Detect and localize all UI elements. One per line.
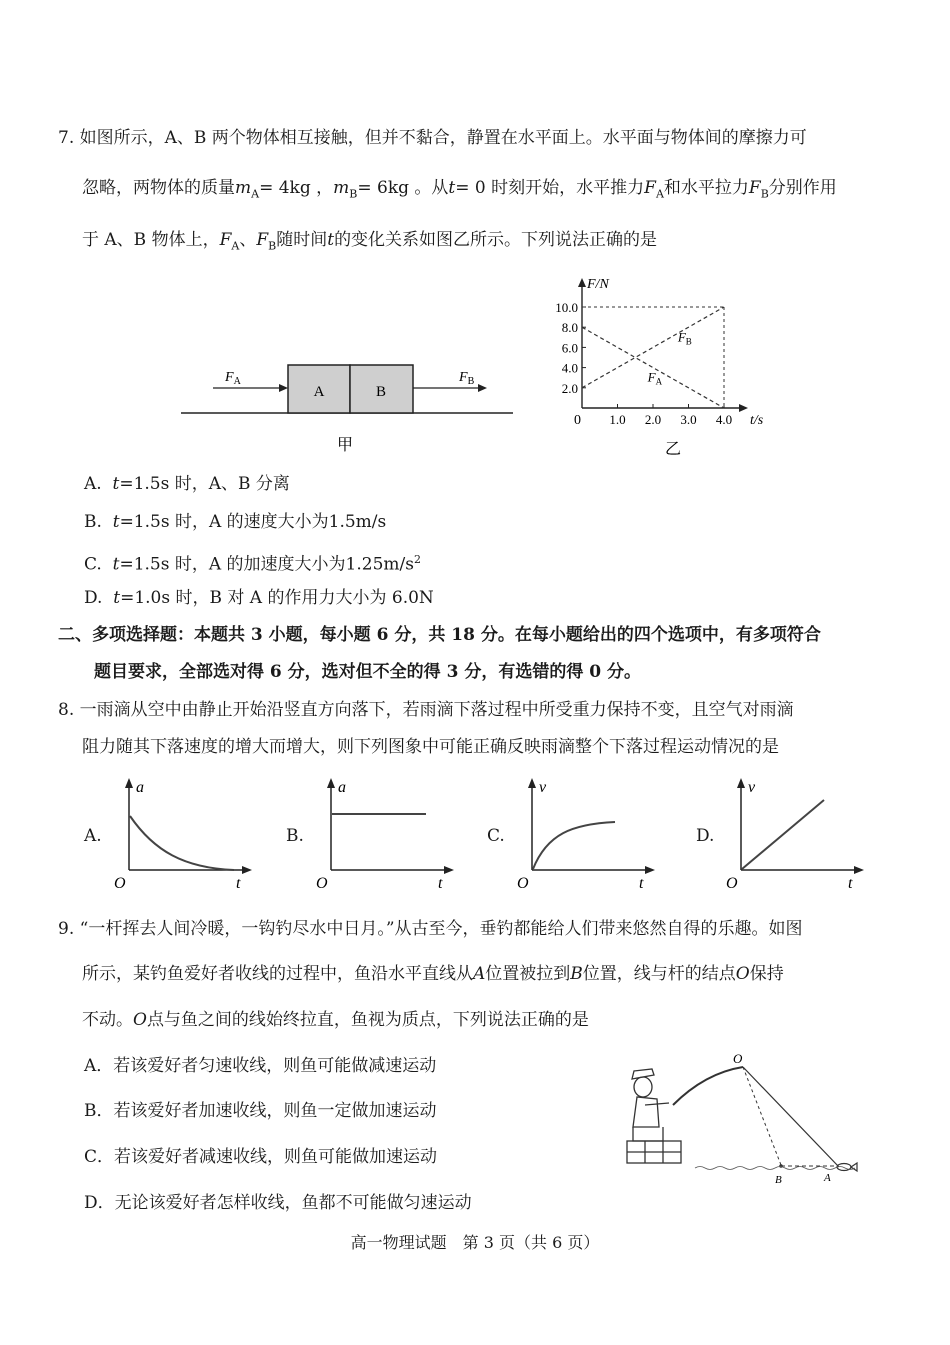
q8-graph-b-svg xyxy=(316,776,456,894)
q7-option-c: C. t=1.5s 时，A 的加速度大小为$1.25m/s^2$ xyxy=(84,553,421,575)
x-label: t xyxy=(438,875,443,892)
x-tick-label: 1.0 xyxy=(609,412,626,427)
x-axis-label: t/s xyxy=(750,413,764,428)
curve-c xyxy=(533,822,615,869)
y-axis-label: F/N xyxy=(587,277,609,292)
q9-line-2: 所示，某钓鱼爱好者收线的过程中，鱼沿水平直线从A位置被拉到B位置，线与杆的结点O保持 xyxy=(82,964,784,984)
q8-graph-a-svg xyxy=(114,776,254,894)
x-tick-label: 2.0 xyxy=(644,412,662,427)
y-tick-label: 2.0 xyxy=(561,380,578,396)
series-fb-label: $F_B$ xyxy=(677,329,692,347)
arrow xyxy=(125,778,133,788)
y-tick-label: 6.0 xyxy=(561,340,578,356)
arrow xyxy=(444,866,454,874)
x-axis-arrow xyxy=(739,404,748,412)
section2-line-2: 题目要求，全部选对得 6 分，选对但不全的得 3 分，有选错的得 0 分。 xyxy=(94,662,641,682)
q7-line-1: 7. 如图所示，A、B 两个物体相互接触，但并不黏合，静置在水平面上。水平面与物体间的摩擦力可 xyxy=(58,128,807,148)
arrow xyxy=(854,866,864,874)
fishing-rod xyxy=(673,1067,743,1105)
fa-arrow-head xyxy=(279,384,288,392)
q7-line-2: 忽略，两物体的质量$m_A= 4kg$ ，$m_B= 6kg$ 。从t= 0 时刻开始，水平推力$F_A$和水平拉力$F_B$分别作用 xyxy=(82,178,837,201)
fisherman-icon xyxy=(627,1069,681,1163)
q7-option-d: D. t=1.0s 时，B 对 A 的作用力大小为 6.0N xyxy=(84,588,434,608)
caption-yi: 乙 xyxy=(664,441,682,458)
origin-label: O xyxy=(316,875,328,892)
block-a-label: A xyxy=(313,384,325,400)
q8-line-1: 8. 一雨滴从空中由静止开始沿竖直方向落下，若雨滴下落过程中所受重力保持不变，且空气对雨滴 xyxy=(58,700,794,720)
q9-line-1: 9. “一杆挥去人间冷暖，一钩钓尽水中日月。”从古至今，垂钓都能给人们带来悠然自得的乐趣。如图 xyxy=(58,919,803,939)
q7-line-3: 于 A、B 物体上，$F_A$、$F_B$随时间t的变化关系如图乙所示。下列说法正确的是 xyxy=(82,230,658,253)
x-tick-label: 3.0 xyxy=(680,412,697,427)
y-tick-label: 10.0 xyxy=(555,300,578,315)
q8-graph-b-label: B. xyxy=(286,826,304,846)
fb-arrow-head xyxy=(478,384,487,392)
fishing-line-to-a xyxy=(743,1067,839,1167)
fishing-line-to-b xyxy=(743,1067,781,1165)
y-tick-label: 4.0 xyxy=(561,360,578,376)
x-label: t xyxy=(236,875,241,892)
q9-option-b: B．若该爱好者加速收线，则鱼一定做加速运动 xyxy=(84,1101,437,1121)
section2-line-1: 二、多项选择题：本题共 3 小题，每小题 6 分，共 18 分。在每小题给出的四个选项中，有多项符合 xyxy=(58,625,821,645)
label-a: A xyxy=(824,1172,831,1184)
arrow xyxy=(327,778,335,788)
q7-option-a: A. t=1.5s 时，A、B 分离 xyxy=(84,474,290,494)
q9-option-a: A．若该爱好者匀速收线，则鱼可能做减速运动 xyxy=(84,1056,437,1076)
curve-d xyxy=(742,800,824,869)
arrow xyxy=(645,866,655,874)
page-footer: 高一物理试题 第 3 页（共 6 页） xyxy=(350,1233,600,1252)
block-b-label: B xyxy=(375,384,387,400)
q9-option-d: D．无论该爱好者怎样收线，鱼都不可能做匀速运动 xyxy=(84,1193,472,1213)
series-fa-label: $F_A$ xyxy=(647,369,663,387)
y-label: a xyxy=(136,779,144,796)
caption-jia: 甲 xyxy=(336,437,354,454)
figure-jia xyxy=(175,350,520,460)
q9-option-c: C．若该爱好者减速收线，则鱼可能做加速运动 xyxy=(84,1147,438,1167)
q8-graph-d-label: D. xyxy=(696,826,715,846)
q7-option-b: B. t=1.5s 时，A 的速度大小为1.5m/s xyxy=(84,512,387,532)
figure-yi-chart xyxy=(540,270,790,460)
label-b: B xyxy=(775,1174,782,1186)
point-b xyxy=(779,1164,783,1168)
fa-label: $F_A$ xyxy=(225,370,241,387)
q8-line-2: 阻力随其下落速度的增大而增大，则下列图象中可能正确反映雨滴整个下落过程运动情况的是 xyxy=(82,737,779,757)
y-label: v xyxy=(748,779,756,796)
x-label: t xyxy=(848,875,853,892)
q9-line-3: 不动。O点与鱼之间的线始终拉直，鱼视为质点，下列说法正确的是 xyxy=(82,1010,589,1030)
q8-graph-c-svg xyxy=(517,776,657,894)
arrow xyxy=(528,778,536,788)
q9-fishing-figure xyxy=(615,1045,865,1190)
arrow xyxy=(737,778,745,788)
origin-label: O xyxy=(114,875,126,892)
x-label: t xyxy=(639,875,644,892)
y-label: v xyxy=(539,779,547,796)
fish-icon xyxy=(837,1163,857,1171)
origin-label: O xyxy=(517,875,529,892)
fb-label: $F_B$ xyxy=(459,370,475,387)
y-axis-arrow xyxy=(578,278,586,287)
q8-graph-a-label: A. xyxy=(84,826,102,846)
curve-a xyxy=(130,816,234,870)
origin-label: O xyxy=(726,875,738,892)
label-o: O xyxy=(733,1051,743,1066)
q8-graph-d-svg xyxy=(726,776,866,894)
water-surface xyxy=(695,1167,855,1170)
y-label: a xyxy=(338,779,346,796)
x-tick-label: 4.0 xyxy=(715,412,733,427)
q8-graph-c-label: C. xyxy=(487,826,505,846)
origin-label: 0 xyxy=(574,413,581,428)
series-line-f-a xyxy=(582,327,724,408)
y-tick-label: 8.0 xyxy=(561,320,578,336)
arrow xyxy=(242,866,252,874)
